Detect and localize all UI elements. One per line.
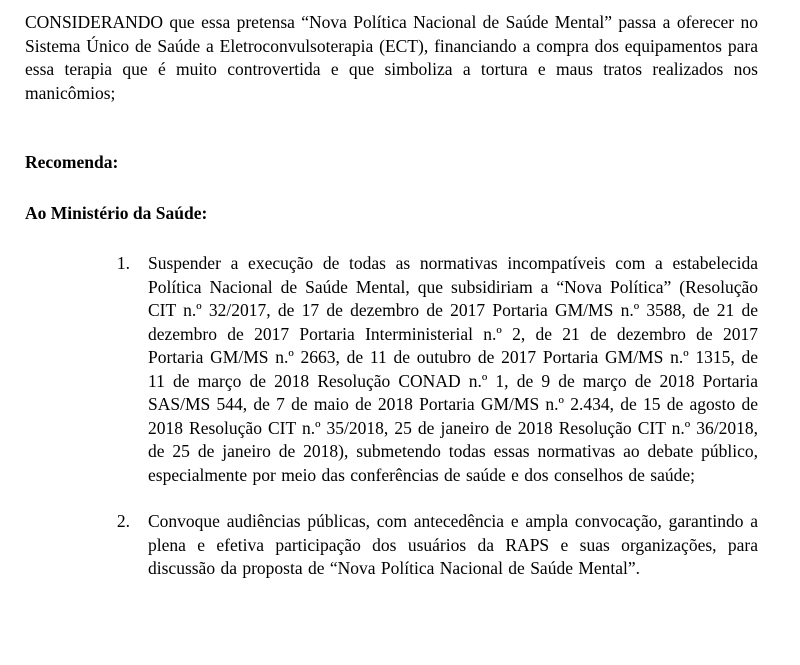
list-item [25,252,758,487]
ministerio-heading: Ao Ministério da Saúde: [25,202,208,223]
list-item-text: Suspender a execução de todas as normativas incompatíveis com a estabelecida Política Nacional de Saúde Mental, que subsidiriam a “Nova Política” (Resolução CIT n.º 32/2017, de 17 de dezembro de 2017 Portaria GM/MS n.º 3588, de 21 de dezembro de 2017 Portaria Interministerial n.º 2, de 21 de dezembro de 2017 Portaria GM/MS n.º 2663, de 11 de outubro de 2017 Portaria GM/MS n.º 1315, de 11 de março de 2018 Resolução CONAD n.º 1, de 9 de março de 2018 Portaria SAS/MS 544, de 7 de maio de 2018 Portaria GM/MS n.º 2.434, de 15 de agosto de 2018 Resolução CIT n.º 35/2018, 25 de janeiro de 2018 Resolução CIT n.º 36/2018, de 25 de janeiro de 2018), submetendo todas essas normativas ao debate público, especialmente por meio das conferências de saúde e dos conselhos de saúde; [148,253,758,485]
list-item [25,510,758,581]
list-item-text: Convoque audiências públicas, com antecedência e ampla convocação, garantindo a plena e efetiva participação dos usuários da RAPS e suas organizações, para discussão da proposta de “Nova Política Nacional de Saúde Mental”. [148,511,758,578]
considerando-paragraph: CONSIDERANDO que essa pretensa “Nova Política Nacional de Saúde Mental” passa a oferecer no Sistema Único de Saúde a Eletroconvulsoterapia (ECT), financiando a compra dos equipamentos para essa terapia que é muito controvertida e que simboliza a tortura e maus tratos realizados nos manicômios; [25,12,758,103]
recomenda-heading: Recomenda: [25,152,119,172]
list-item-number: 2. [116,511,130,531]
recommendations-list [25,252,758,581]
list-item-number: 1. [116,253,130,273]
